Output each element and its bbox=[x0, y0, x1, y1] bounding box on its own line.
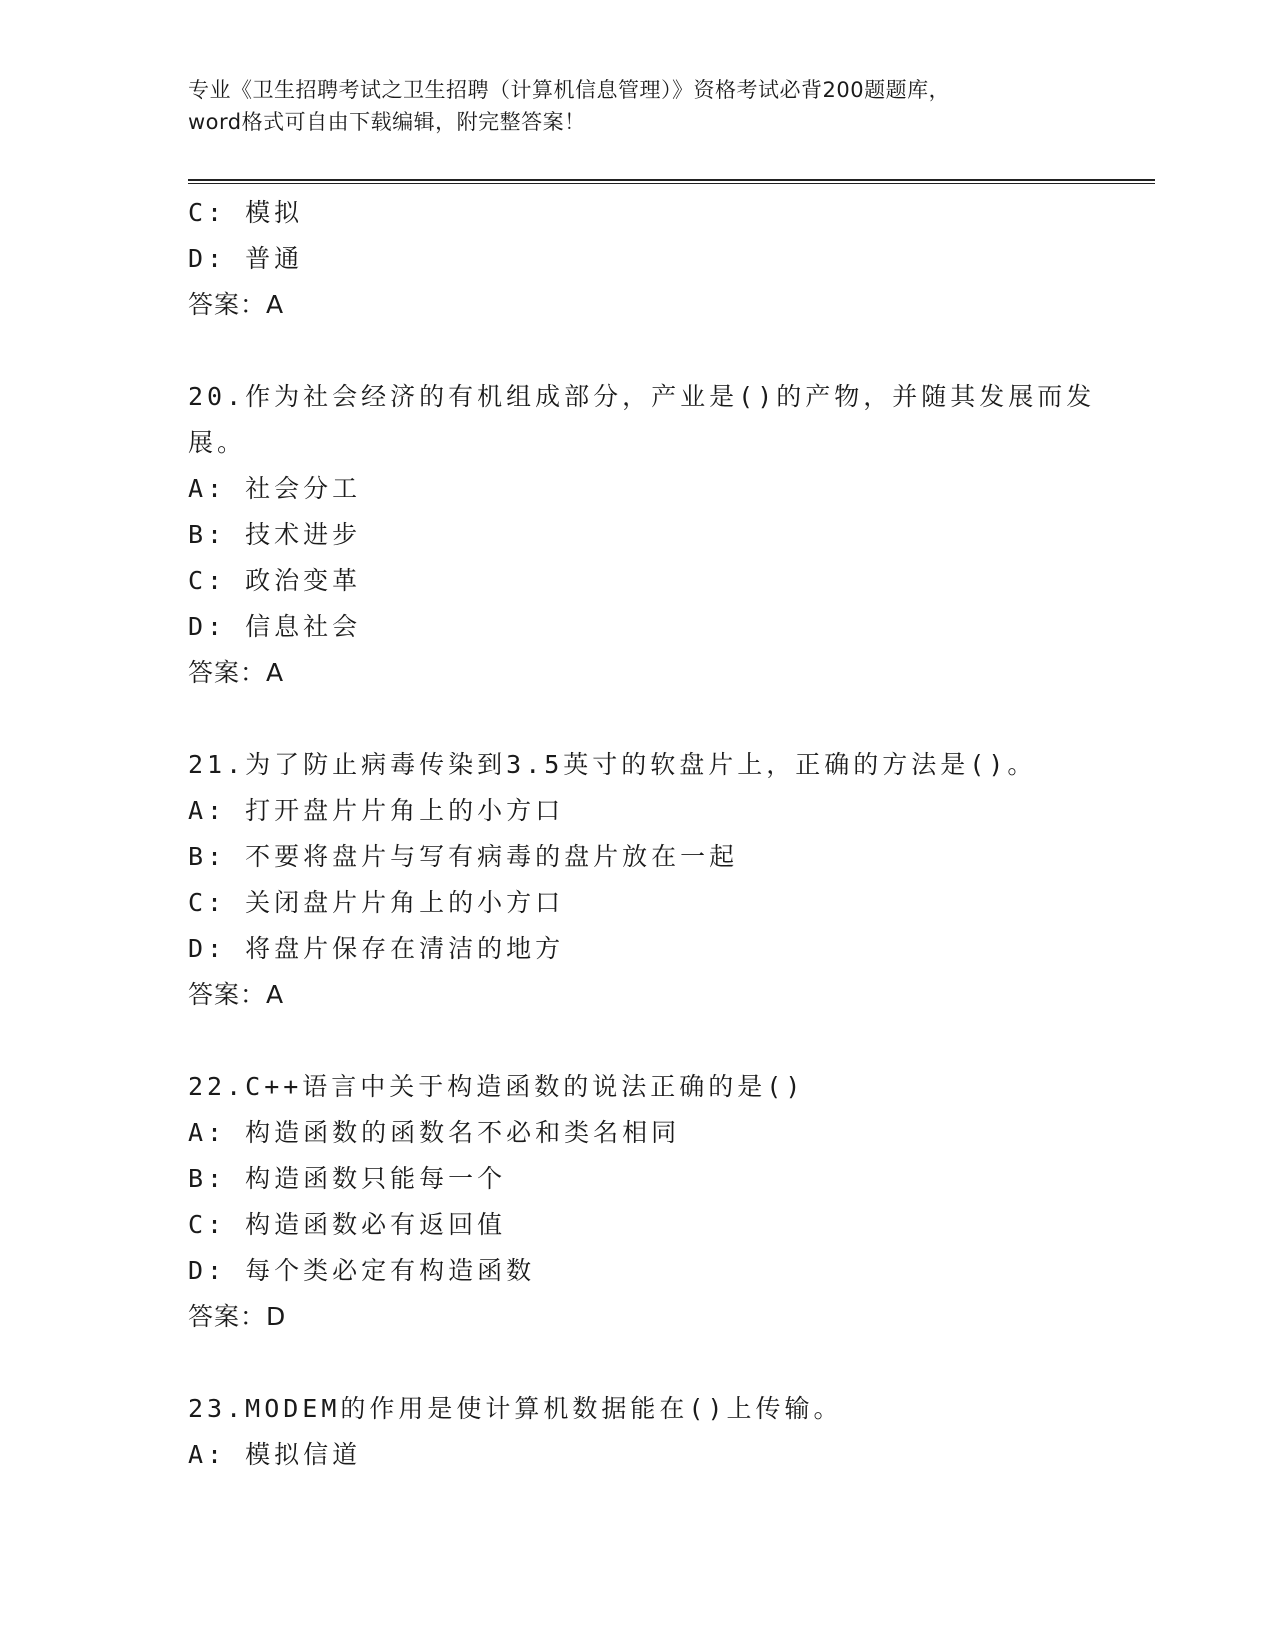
answer: 答案：A bbox=[188, 290, 285, 319]
option-b: B: 技术进步 bbox=[188, 520, 362, 549]
header-line-2: word格式可自由下载编辑，附完整答案！ bbox=[188, 110, 586, 134]
option-a: A: 模拟信道 bbox=[188, 1440, 362, 1469]
header-divider bbox=[188, 179, 1155, 184]
option-d: D: 每个类必定有构造函数 bbox=[188, 1256, 536, 1285]
document-header bbox=[188, 74, 1088, 138]
option-b: B: 构造函数只能每一个 bbox=[188, 1164, 507, 1193]
answer: 答案：A bbox=[188, 658, 285, 687]
question-stem: 20.作为社会经济的有机组成部分，产业是()的产物，并随其发展而发 bbox=[188, 382, 1096, 411]
option-a: A: 社会分工 bbox=[188, 474, 362, 503]
option-a: A: 构造函数的函数名不必和类名相同 bbox=[188, 1118, 681, 1147]
question-stem: 21.为了防止病毒传染到3.5英寸的软盘片上，正确的方法是()。 bbox=[188, 750, 1037, 779]
option-d: D: 普通 bbox=[188, 244, 304, 273]
question-20 bbox=[188, 374, 1096, 696]
answer: 答案：D bbox=[188, 1302, 287, 1331]
option-c: C: 政治变革 bbox=[188, 566, 362, 595]
option-d: D: 将盘片保存在清洁的地方 bbox=[188, 934, 565, 963]
question-23 bbox=[188, 1386, 1088, 1478]
option-d: D: 信息社会 bbox=[188, 612, 362, 641]
question-21 bbox=[188, 742, 1088, 1018]
question-22 bbox=[188, 1064, 1088, 1340]
option-c: C: 模拟 bbox=[188, 198, 304, 227]
question-list bbox=[188, 190, 1096, 1478]
answer: 答案：A bbox=[188, 980, 285, 1009]
option-a: A: 打开盘片片角上的小方口 bbox=[188, 796, 565, 825]
question-19-tail bbox=[188, 190, 1088, 328]
header-line-1: 专业《卫生招聘考试之卫生招聘（计算机信息管理）》资格考试必背200题题库， bbox=[188, 78, 951, 102]
question-stem-cont: 展。 bbox=[188, 428, 247, 457]
option-c: C: 构造函数必有返回值 bbox=[188, 1210, 507, 1239]
option-c: C: 关闭盘片片角上的小方口 bbox=[188, 888, 565, 917]
question-stem: 23.MODEM的作用是使计算机数据能在()上传输。 bbox=[188, 1394, 843, 1423]
option-b: B: 不要将盘片与写有病毒的盘片放在一起 bbox=[188, 842, 739, 871]
question-stem: 22.C++语言中关于构造函数的说法正确的是() bbox=[188, 1072, 805, 1101]
